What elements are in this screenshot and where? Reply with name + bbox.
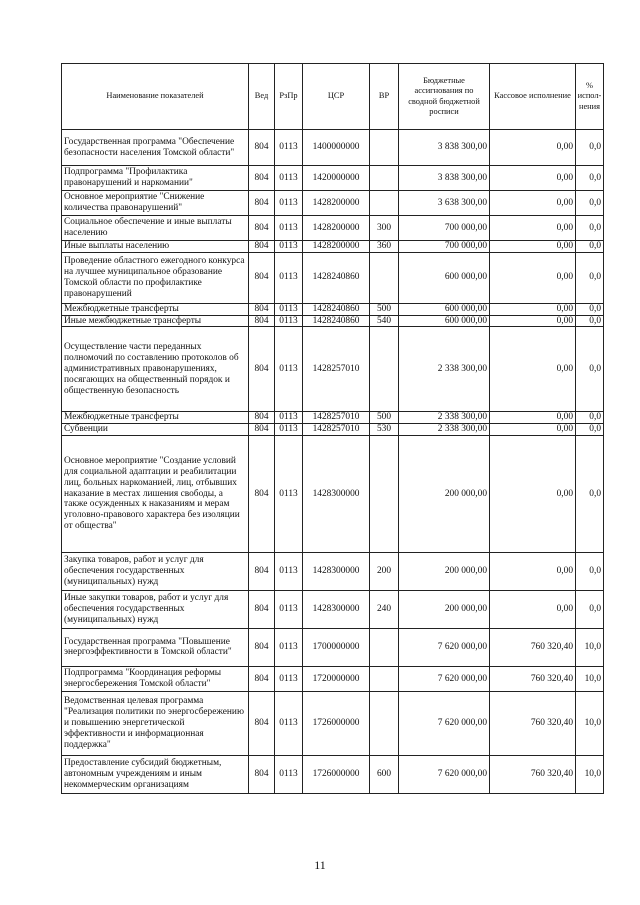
row-percent-cell: 0,0 [576,303,604,315]
row-budget-cell: 3 638 300,00 [399,191,490,216]
row-cash-cell: 760 320,40 [490,628,576,666]
header-csr: ЦСР [303,64,370,130]
table-row [62,303,604,315]
header-cash: Кассовое исполнение [490,64,576,130]
row-name-cell: Социальное обеспечение и иные выплаты населению [62,216,249,241]
row-csr-cell: 1700000000 [303,628,370,666]
row-rzpr-cell: 0113 [275,666,303,691]
row-rzpr-cell: 0113 [275,327,303,412]
row-csr-cell: 1428300000 [303,552,370,590]
table-row [62,412,604,424]
row-vr-cell: 240 [370,590,399,628]
row-name-cell: Ведомственная целевая программа "Реализация политики по энергосбережению и повышению энергетической эффективности и информационная поддержка" [62,691,249,755]
row-csr-cell: 1428300000 [303,435,370,552]
row-cash-cell: 0,00 [490,130,576,166]
row-ved-cell: 804 [249,166,275,191]
table-row [62,435,604,552]
header-ved: Вед [249,64,275,130]
row-budget-cell: 200 000,00 [399,552,490,590]
row-ved-cell: 804 [249,590,275,628]
row-vr-cell: 500 [370,303,399,315]
row-csr-cell: 1428257010 [303,424,370,436]
row-percent-cell: 0,0 [576,216,604,241]
row-vr-cell [370,666,399,691]
row-cash-cell: 0,00 [490,590,576,628]
table-row [62,424,604,436]
budget-execution-table [61,63,604,794]
row-budget-cell: 7 620 000,00 [399,628,490,666]
row-rzpr-cell: 0113 [275,216,303,241]
row-vr-cell: 540 [370,315,399,327]
row-csr-cell: 1428200000 [303,241,370,253]
row-budget-cell: 7 620 000,00 [399,691,490,755]
row-csr-cell: 1720000000 [303,666,370,691]
table-row [62,327,604,412]
row-rzpr-cell: 0113 [275,252,303,303]
row-ved-cell: 804 [249,552,275,590]
row-vr-cell [370,252,399,303]
row-percent-cell: 0,0 [576,412,604,424]
row-percent-cell: 0,0 [576,327,604,412]
row-vr-cell: 600 [370,755,399,793]
row-csr-cell: 1428300000 [303,590,370,628]
row-cash-cell: 0,00 [490,435,576,552]
row-name-cell: Осуществление части переданных полномочий по составлению протоколов об административных правонарушениях, посягающих на общественный порядок и общественную безопасность [62,327,249,412]
row-cash-cell: 0,00 [490,315,576,327]
row-cash-cell: 0,00 [490,412,576,424]
row-csr-cell: 1726000000 [303,755,370,793]
row-ved-cell: 804 [249,241,275,253]
table-row [62,216,604,241]
row-name-cell: Основное мероприятие "Снижение количества правонарушений" [62,191,249,216]
row-vr-cell [370,435,399,552]
row-vr-cell: 530 [370,424,399,436]
row-budget-cell: 2 338 300,00 [399,412,490,424]
header-budget: Бюджетные ассигнования по сводной бюджетной росписи [399,64,490,130]
table-row [62,590,604,628]
row-rzpr-cell: 0113 [275,130,303,166]
table-row [62,315,604,327]
row-csr-cell: 1428200000 [303,191,370,216]
row-vr-cell [370,628,399,666]
row-name-cell: Проведение областного ежегодного конкурса на лучшее муниципальное образование Томской области по профилактике правонарушений [62,252,249,303]
row-budget-cell: 600 000,00 [399,252,490,303]
row-percent-cell: 10,0 [576,755,604,793]
table-row [62,191,604,216]
row-vr-cell [370,191,399,216]
row-percent-cell: 0,0 [576,130,604,166]
row-rzpr-cell: 0113 [275,590,303,628]
row-percent-cell: 0,0 [576,590,604,628]
row-cash-cell: 0,00 [490,241,576,253]
row-rzpr-cell: 0113 [275,166,303,191]
row-rzpr-cell: 0113 [275,315,303,327]
row-percent-cell: 0,0 [576,166,604,191]
row-vr-cell [370,327,399,412]
row-csr-cell: 1726000000 [303,691,370,755]
row-ved-cell: 804 [249,412,275,424]
row-budget-cell: 3 838 300,00 [399,166,490,191]
row-budget-cell: 3 838 300,00 [399,130,490,166]
row-ved-cell: 804 [249,130,275,166]
row-name-cell: Иные выплаты населению [62,241,249,253]
row-csr-cell: 1420000000 [303,166,370,191]
row-vr-cell: 360 [370,241,399,253]
row-ved-cell: 804 [249,303,275,315]
table-row [62,666,604,691]
table-body [62,130,604,794]
header-percent: % испол-нения [576,64,604,130]
row-rzpr-cell: 0113 [275,241,303,253]
row-ved-cell: 804 [249,666,275,691]
header-name: Наименование показателей [62,64,249,130]
row-budget-cell: 700 000,00 [399,216,490,241]
row-name-cell: Закупка товаров, работ и услуг для обеспечения государственных (муниципальных) нужд [62,552,249,590]
row-ved-cell: 804 [249,424,275,436]
row-name-cell: Основное мероприятие "Создание условий для социальной адаптации и реабилитации лиц, больных наркоманией, лиц, отбывших наказание в местах лишения свободы, а также осужденных к наказаниям и мерам уголовно-правового характера без изоляции от общества" [62,435,249,552]
row-cash-cell: 0,00 [490,303,576,315]
row-budget-cell: 200 000,00 [399,590,490,628]
row-name-cell: Подпрограмма "Координация реформы энергосбережения Томской области" [62,666,249,691]
row-vr-cell [370,166,399,191]
row-ved-cell: 804 [249,691,275,755]
row-percent-cell: 0,0 [576,552,604,590]
row-name-cell: Иные закупки товаров, работ и услуг для обеспечения государственных (муниципальных) нужд [62,590,249,628]
row-budget-cell: 7 620 000,00 [399,666,490,691]
row-cash-cell: 0,00 [490,191,576,216]
row-budget-cell: 2 338 300,00 [399,327,490,412]
row-ved-cell: 804 [249,216,275,241]
row-csr-cell: 1428240860 [303,303,370,315]
row-name-cell: Предоставление субсидий бюджетным, автономным учреждениям и иным некоммерческим организациям [62,755,249,793]
row-percent-cell: 0,0 [576,315,604,327]
row-cash-cell: 0,00 [490,552,576,590]
row-rzpr-cell: 0113 [275,691,303,755]
row-percent-cell: 0,0 [576,241,604,253]
row-ved-cell: 804 [249,435,275,552]
row-csr-cell: 1428200000 [303,216,370,241]
row-cash-cell: 0,00 [490,252,576,303]
table-row [62,691,604,755]
header-rzpr: РзПр [275,64,303,130]
table-header-row [62,64,604,130]
row-ved-cell: 804 [249,315,275,327]
row-rzpr-cell: 0113 [275,424,303,436]
row-csr-cell: 1428257010 [303,327,370,412]
row-percent-cell: 0,0 [576,435,604,552]
row-percent-cell: 10,0 [576,691,604,755]
row-percent-cell: 10,0 [576,666,604,691]
row-vr-cell: 500 [370,412,399,424]
row-rzpr-cell: 0113 [275,755,303,793]
row-vr-cell [370,130,399,166]
row-name-cell: Государственная программа "Обеспечение безопасности населения Томской области" [62,130,249,166]
row-csr-cell: 1400000000 [303,130,370,166]
row-name-cell: Субвенции [62,424,249,436]
page-number: 11 [314,858,326,872]
row-name-cell: Иные межбюджетные трансферты [62,315,249,327]
row-cash-cell: 0,00 [490,216,576,241]
row-rzpr-cell: 0113 [275,191,303,216]
table-row [62,755,604,793]
row-cash-cell: 0,00 [490,166,576,191]
row-cash-cell: 0,00 [490,424,576,436]
row-ved-cell: 804 [249,755,275,793]
row-rzpr-cell: 0113 [275,552,303,590]
row-budget-cell: 600 000,00 [399,303,490,315]
row-cash-cell: 760 320,40 [490,691,576,755]
row-ved-cell: 804 [249,628,275,666]
row-cash-cell: 760 320,40 [490,666,576,691]
row-name-cell: Подпрограмма "Профилактика правонарушений и наркомании" [62,166,249,191]
row-cash-cell: 0,00 [490,327,576,412]
row-rzpr-cell: 0113 [275,303,303,315]
table-row [62,241,604,253]
table-row [62,252,604,303]
table-row [62,166,604,191]
header-vr: ВР [370,64,399,130]
table-row [62,552,604,590]
row-csr-cell: 1428257010 [303,412,370,424]
row-vr-cell: 200 [370,552,399,590]
row-ved-cell: 804 [249,191,275,216]
table-row [62,628,604,666]
row-percent-cell: 0,0 [576,252,604,303]
row-ved-cell: 804 [249,252,275,303]
row-budget-cell: 2 338 300,00 [399,424,490,436]
row-rzpr-cell: 0113 [275,628,303,666]
row-ved-cell: 804 [249,327,275,412]
row-percent-cell: 10,0 [576,628,604,666]
row-rzpr-cell: 0113 [275,435,303,552]
row-vr-cell [370,691,399,755]
row-rzpr-cell: 0113 [275,412,303,424]
row-name-cell: Государственная программа "Повышение энергоэффективности в Томской области" [62,628,249,666]
row-percent-cell: 0,0 [576,424,604,436]
row-name-cell: Межбюджетные трансферты [62,303,249,315]
row-budget-cell: 200 000,00 [399,435,490,552]
row-budget-cell: 7 620 000,00 [399,755,490,793]
row-percent-cell: 0,0 [576,191,604,216]
row-budget-cell: 700 000,00 [399,241,490,253]
row-budget-cell: 600 000,00 [399,315,490,327]
table-row [62,130,604,166]
row-name-cell: Межбюджетные трансферты [62,412,249,424]
row-vr-cell: 300 [370,216,399,241]
row-csr-cell: 1428240860 [303,315,370,327]
row-csr-cell: 1428240860 [303,252,370,303]
row-cash-cell: 760 320,40 [490,755,576,793]
